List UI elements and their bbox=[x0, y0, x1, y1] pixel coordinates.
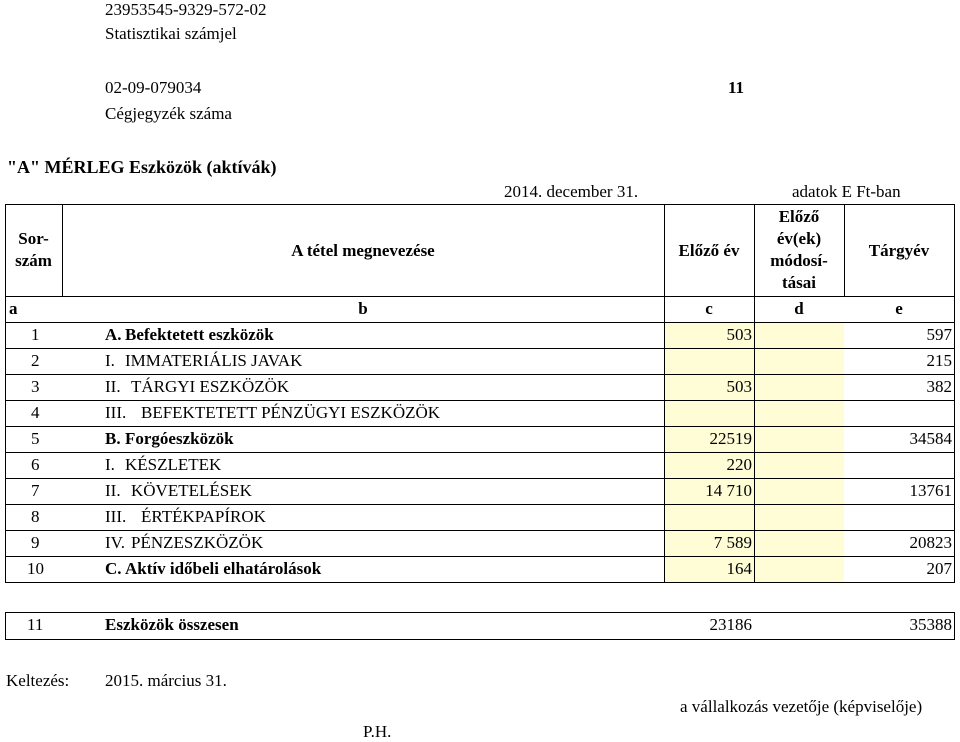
company-reg-number: 02-09-079034 bbox=[105, 78, 202, 97]
row-prev-value bbox=[664, 400, 752, 426]
row-roman: IV. bbox=[105, 533, 125, 552]
row-mod-value bbox=[754, 348, 842, 374]
col-sorszam-line1: Sor- bbox=[18, 229, 49, 248]
row-mod-value bbox=[754, 400, 842, 426]
row-curr-value: 13761 bbox=[909, 481, 952, 500]
report-date: 2014. december 31. bbox=[504, 182, 639, 201]
total-curr: 35388 bbox=[909, 615, 952, 634]
row-name: IMMATERIÁLIS JAVAK bbox=[125, 351, 303, 370]
col-mod-line1: Előző bbox=[778, 207, 820, 226]
row-curr-value: 597 bbox=[926, 325, 952, 344]
row-mod-value bbox=[754, 374, 842, 400]
row-curr-value: 207 bbox=[926, 559, 952, 578]
row-prev-value: 503 bbox=[726, 377, 752, 396]
row-number: 2 bbox=[31, 351, 40, 370]
row-curr-value bbox=[844, 400, 952, 426]
row-roman: I. bbox=[105, 351, 115, 370]
page-title: "A" MÉRLEG Eszközök (aktívák) bbox=[7, 157, 277, 177]
col-mod-line3: módosí- bbox=[770, 251, 828, 270]
row-number: 9 bbox=[31, 533, 40, 552]
total-prev: 23186 bbox=[709, 615, 752, 634]
letter-d: d bbox=[794, 299, 804, 318]
letter-c: c bbox=[705, 299, 713, 318]
row-name: Befektetett eszközök bbox=[125, 325, 274, 344]
row-prev-value: 164 bbox=[726, 559, 752, 578]
balance-sheet-table bbox=[5, 204, 955, 644]
signer-label: a vállalkozás vezetője (képviselője) bbox=[680, 697, 923, 716]
row-prev-value: 22519 bbox=[709, 429, 752, 448]
row-prev-value bbox=[664, 348, 752, 374]
row-roman: C. bbox=[105, 559, 122, 578]
col-name-header: A tétel megnevezése bbox=[291, 241, 435, 260]
row-curr-value: 382 bbox=[926, 377, 952, 396]
row-name: TÁRGYI ESZKÖZÖK bbox=[131, 377, 290, 396]
row-name: Forgóeszközök bbox=[125, 429, 234, 448]
row-number: 10 bbox=[27, 559, 44, 578]
row-curr-value bbox=[844, 452, 952, 478]
unit-label: adatok E Ft-ban bbox=[792, 182, 901, 201]
row-name: KÖVETELÉSEK bbox=[131, 481, 252, 500]
row-name: BEFEKTETETT PÉNZÜGYI ESZKÖZÖK bbox=[141, 403, 441, 422]
row-mod-value bbox=[754, 452, 842, 478]
row-mod-value bbox=[754, 426, 842, 452]
ph-stamp-label: P.H. bbox=[363, 722, 392, 741]
row-roman: A. bbox=[105, 325, 122, 344]
row-roman: II. bbox=[105, 481, 121, 500]
page-number: 11 bbox=[728, 78, 745, 97]
col-prev-header: Előző év bbox=[678, 241, 740, 260]
row-roman: III. bbox=[105, 403, 127, 422]
company-reg-label: Cégjegyzék száma bbox=[105, 104, 232, 123]
row-number: 1 bbox=[31, 325, 40, 344]
row-mod-value bbox=[754, 556, 842, 582]
row-roman: II. bbox=[105, 377, 121, 396]
row-mod-value bbox=[754, 530, 842, 556]
row-number: 5 bbox=[31, 429, 40, 448]
col-sorszam-line2: szám bbox=[15, 251, 52, 270]
date-label: Keltezés: bbox=[6, 671, 70, 690]
total-no: 11 bbox=[27, 615, 44, 634]
row-name: Aktív időbeli elhatárolások bbox=[125, 559, 322, 578]
stat-code: 23953545-9329-572-02 bbox=[105, 0, 267, 19]
row-prev-value bbox=[664, 504, 752, 530]
row-curr-value bbox=[844, 504, 952, 530]
letter-a: a bbox=[9, 299, 18, 318]
row-curr-value: 34584 bbox=[909, 429, 952, 448]
col-curr-header: Tárgyév bbox=[868, 241, 930, 260]
row-mod-value bbox=[754, 478, 842, 504]
row-roman: B. bbox=[105, 429, 121, 448]
row-number: 7 bbox=[31, 481, 40, 500]
letter-b: b bbox=[358, 299, 368, 318]
row-curr-value: 215 bbox=[926, 351, 952, 370]
row-prev-value: 14 710 bbox=[705, 481, 752, 500]
row-prev-value: 503 bbox=[726, 325, 752, 344]
row-number: 8 bbox=[31, 507, 40, 526]
col-mod-line2: év(ek) bbox=[776, 229, 822, 248]
row-number: 3 bbox=[31, 377, 40, 396]
date-value: 2015. március 31. bbox=[105, 671, 227, 690]
row-prev-value: 220 bbox=[726, 455, 752, 474]
row-name: ÉRTÉKPAPÍROK bbox=[141, 507, 266, 526]
total-label: Eszközök összesen bbox=[105, 615, 239, 634]
row-mod-value bbox=[754, 504, 842, 530]
row-name: KÉSZLETEK bbox=[125, 455, 222, 474]
row-number: 6 bbox=[31, 455, 40, 474]
row-roman: III. bbox=[105, 507, 127, 526]
row-roman: I. bbox=[105, 455, 115, 474]
row-number: 4 bbox=[31, 403, 40, 422]
stat-label: Statisztikai számjel bbox=[105, 24, 237, 43]
row-name: PÉNZESZKÖZÖK bbox=[131, 533, 264, 552]
letter-e: e bbox=[895, 299, 903, 318]
row-mod-value bbox=[754, 322, 842, 348]
row-curr-value: 20823 bbox=[909, 533, 952, 552]
row-prev-value: 7 589 bbox=[713, 533, 752, 552]
col-mod-line4: tásai bbox=[782, 273, 816, 292]
